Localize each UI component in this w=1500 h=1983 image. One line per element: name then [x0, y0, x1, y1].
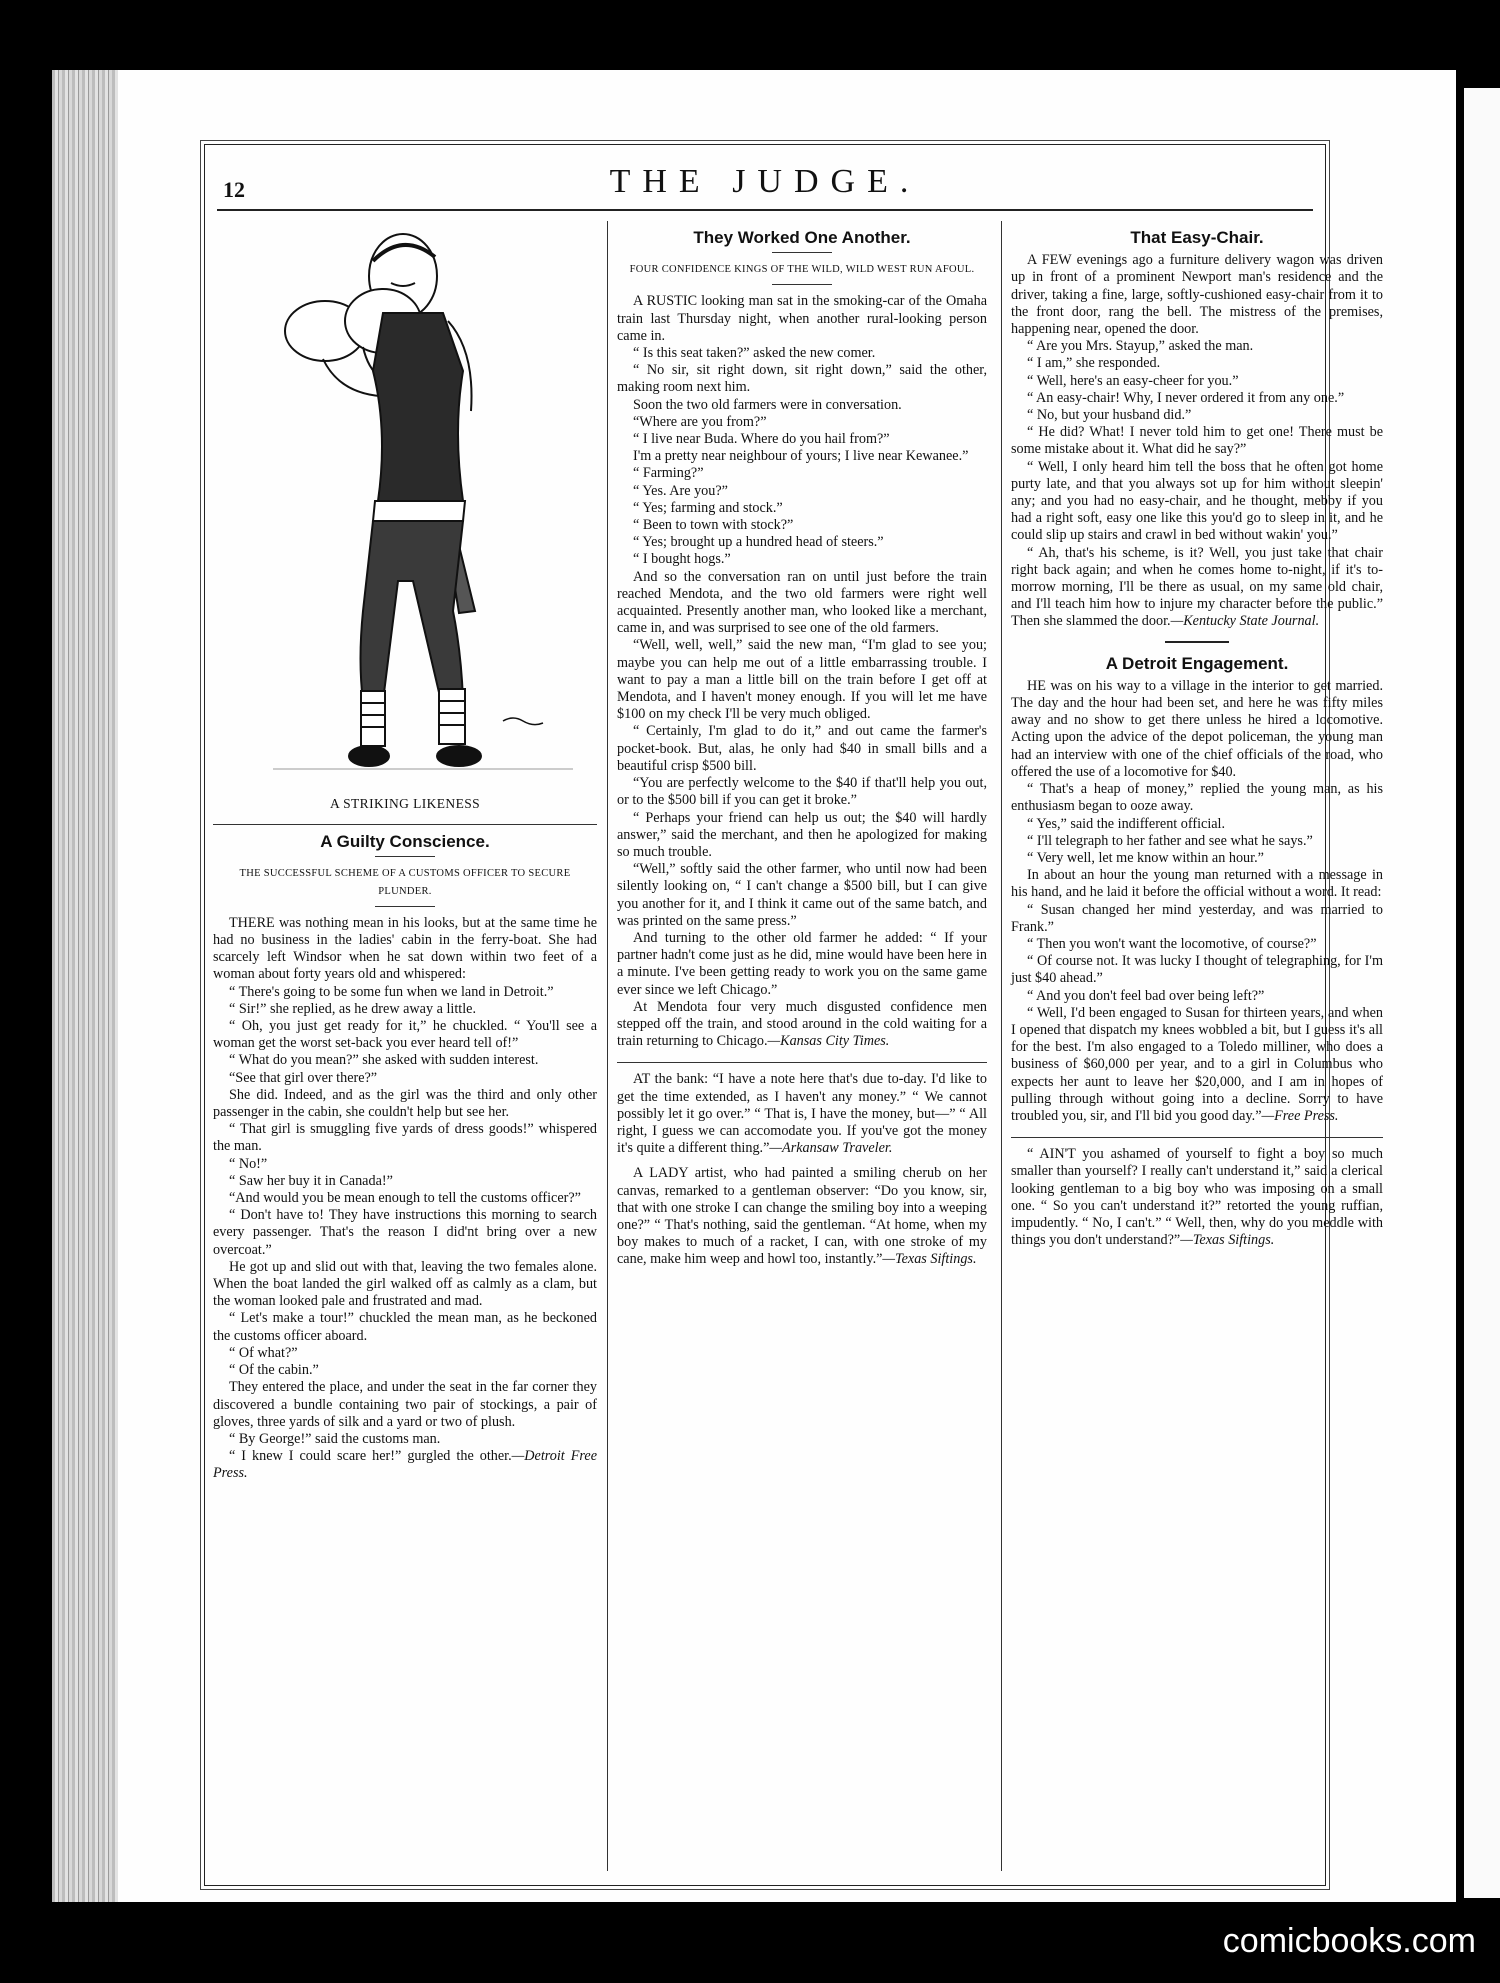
column-2	[617, 221, 987, 1269]
paragraph: “ Yes. Are you?”	[633, 482, 728, 499]
divider	[1165, 641, 1229, 643]
paragraph: “ Very well, let me know within an hour.”	[1027, 849, 1264, 866]
source-credit: —Arkansaw Traveler.	[769, 1140, 893, 1157]
paragraph: “You are perfectly welcome to the $40 if that'll help you out, or to the $500 bill if you can get it broke.”	[617, 775, 987, 809]
paragraph	[617, 999, 987, 1051]
source-credit: —Kansas City Times.	[767, 1033, 890, 1050]
column-rule	[1001, 221, 1002, 1871]
paragraph: “And would you be mean enough to tell the customs officer?”	[229, 1190, 581, 1207]
paragraph: “ Well, here's an easy-cheer for you.”	[1027, 372, 1239, 389]
boxer-illustration	[213, 221, 597, 791]
paragraph: Soon the two old farmers were in conversation.	[633, 396, 902, 413]
paragraph: She did. Indeed, and as the girl was the third and only other passenger in the cabin, she couldn't help but see her.	[213, 1086, 597, 1121]
site-watermark: comicbooks.com	[1222, 1922, 1476, 1960]
magazine-page	[118, 70, 1456, 1902]
paragraph: “ Yes; farming and stock.”	[633, 499, 783, 516]
article-body	[1011, 252, 1383, 630]
article-body	[213, 915, 597, 1483]
paragraph: “ I am,” she responded.	[1027, 355, 1161, 372]
source-credit: —Detroit Free Press.	[213, 1448, 597, 1482]
paragraph: “See that girl over there?”	[229, 1069, 378, 1086]
illustration-caption: A STRIKING LIKENESS	[329, 796, 481, 811]
paragraph	[617, 1165, 987, 1268]
boxer-drawing	[213, 221, 597, 791]
source-credit: —Texas Siftings.	[1180, 1232, 1275, 1249]
paragraph: And turning to the other old farmer he added: “ If your partner hadn't come just as he did, mine would have been here in a minute. I've been getting ready to work you on the same game ever since we left Chicago.”	[617, 929, 987, 998]
masthead-rule	[217, 209, 1313, 211]
paragraph: “ An easy-chair! Why, I never ordered it from any one.”	[1027, 389, 1345, 406]
paragraph: “ No, but your husband did.”	[1027, 407, 1192, 424]
paragraph: “ By George!” said the customs man.	[229, 1430, 441, 1447]
divider	[375, 906, 435, 907]
paragraph: “Well, well, well,” said the new man, “I'm glad to see you; maybe you can help me out of a little embarrassing trouble. I want to pay a man a little bill on the train before I get off at Mendota, and I haven't money enough. If you will let me have $100 on my check I'll be very much obliged.	[617, 637, 987, 723]
paragraph: They entered the place, and under the seat in the far corner they discovered a bundle containing two pair of stockings, a pair of gloves, three yards of silk and a yard or two of plush.	[213, 1379, 597, 1430]
paragraph: “ There's going to be some fun when we land in Detroit.”	[229, 983, 554, 1000]
paragraph: “ Susan changed her mind yesterday, and was married to Frank.”	[1011, 901, 1383, 935]
book-spine-edge	[52, 70, 120, 1902]
source-credit: —Free Press.	[1261, 1107, 1339, 1124]
adjacent-page-edge	[1464, 88, 1500, 1898]
paragraph-text: “ Ah, that's his scheme, is it? Well, you just take that chair right back again; and when he comes home to-night, if it's to-morrow morning, I'll be there as usual, on my same old chair, and I'll teach him how to injure my character before the public.” Then she slammed the door.	[1011, 544, 1383, 630]
paragraph: He got up and slid out with that, leaving the two females alone. When the boat landed the girl walked off as calmly as a clam, but the woman looked pale and frustrated and mad.	[213, 1258, 597, 1310]
paragraph: And so the conversation ran on until just before the train reached Mendota, and the two old farmers were right well acquainted. Presently another man, who looked like a merchant, came in, and was surprised to see one of the old farmers.	[617, 568, 987, 637]
paragraph: I'm a pretty near neighbour of yours; I live near Kewanee.”	[633, 448, 969, 465]
paragraph: “ I'll telegraph to her father and see what he says.”	[1027, 832, 1313, 849]
paragraph: “ Saw her buy it in Canada!”	[229, 1172, 393, 1189]
paragraph	[1011, 1146, 1383, 1249]
paragraph	[1011, 1005, 1383, 1125]
article-subtitle: FOUR CONFIDENCE KINGS OF THE WILD, WILD WEST RUN AFOUL.	[629, 264, 975, 276]
paragraph: “ Well, I only heard him tell the boss that he often got home purty late, and that you always sot up for him without sleepin' any; and you had no easy-chair, and he thought, mebby if you had a right soft, easy one like this you'd go to sleep in it, and he could slip up stairs and crawl in bed without wakin' you.”	[1011, 458, 1383, 544]
paragraph: “ Sir!” she replied, as he drew away a little.	[229, 1000, 476, 1017]
paragraph: “ No!”	[229, 1155, 268, 1172]
paragraph: A RUSTIC looking man sat in the smoking-car of the Omaha train last Thursday night, when another rural-looking person came in.	[617, 293, 987, 344]
paragraph-text: A LADY artist, who had painted a smiling cherub on her canvas, remarked to a gentleman observer: “Do you know, sir, that with one stroke I can change the smiling boy into a weeping one?” “ That's nothing, said the gentleman. “At home, when my boy makes to much of a racket, I can, with one stroke of my cane, make him weep and howl too, instantly.”	[617, 1165, 987, 1268]
paragraph: HE was on his way to a village in the interior to get married. The day and the hour had been set, and here he was fifty miles away and no show to get there unless he hired a locomotive. Acting upon the advice of the depot policeman, the young man had an interview with one of the chief officials of the road, who offered the use of a locomotive for $40.	[1011, 677, 1383, 780]
paragraph	[617, 1071, 987, 1157]
divider	[617, 1062, 987, 1063]
divider	[1011, 1137, 1383, 1138]
paragraph: “ Certainly, I'm glad to do it,” and out came the farmer's pocket-book. But, alas, he only had $40 in small bills and a beautiful crisp $500 bill.	[617, 723, 987, 774]
article-body	[617, 293, 987, 1050]
paragraph: “ Is this seat taken?” asked the new comer.	[633, 345, 876, 362]
paragraph: “ Of what?”	[229, 1344, 298, 1361]
divider	[375, 856, 435, 857]
page-number: 12	[223, 177, 245, 202]
paragraph: “ Then you won't want the locomotive, of course?”	[1027, 935, 1317, 952]
paragraph: “Where are you from?”	[633, 413, 767, 430]
paragraph: “ That girl is smuggling five yards of dress goods!” whispered the man.	[213, 1121, 597, 1155]
paragraph: “ Are you Mrs. Stayup,” asked the man.	[1027, 338, 1254, 355]
source-credit: —Kentucky State Journal.	[1170, 613, 1320, 630]
paragraph: “ Of the cabin.”	[229, 1362, 319, 1379]
column-3	[1011, 221, 1383, 1249]
divider	[772, 284, 832, 285]
paragraph-text: AT the bank: “I have a note here that's due to-day. I'd like to get the time extended, as I haven't any money.” “ We cannot possibly let it go over.” “ That is, I have the money, but—” “ All right, I guess we can accomodate you. If you've got the money it's quite a different thing.”	[617, 1071, 987, 1157]
paragraph: “ Don't have to! They have instructions this morning to search every passenger. That's the reason I did'nt bring over a new overcoat.”	[213, 1207, 597, 1258]
article-title: They Worked One Another.	[693, 228, 911, 247]
paragraph-text: “ Well, I'd been engaged to Susan for thirteen years, and when I opened that dispatch my knees wobbled a bit, but I guess it's all for the best. I'm also engaged to a Toledo milliner, who does a business of $60,000 per year, and to a girl in Columbus who expects her aunt to leave her $20,000, and I am in hopes of pulling through without going into a decline. Sorry to have troubled you, sir, and I'll bid you good day.”	[1011, 1004, 1383, 1124]
article-body	[1011, 678, 1383, 1125]
article-subtitle: THE SUCCESSFUL SCHEME OF A CUSTOMS OFFICER TO SECURE PLUNDER.	[239, 868, 571, 897]
paragraph: “ Oh, you just get ready for it,” he chuckled. “ You'll see a woman get the worst set-back you ever heard tell of!”	[213, 1018, 597, 1052]
paragraph	[213, 1448, 597, 1482]
article-title: That Easy-Chair.	[1130, 228, 1264, 247]
paragraph: “ And you don't feel bad over being left?”	[1027, 987, 1265, 1004]
paragraph-text: “ AIN'T you ashamed of yourself to fight a boy so much smaller than yourself? I really can't understand it,” said a clerical looking gentleman to a big boy who was imposing on a small one. “ So you can't understand it?” retorted the young ruffian, impudently. “ No, I can't.” “ Well, then, why do you meddle with things you don't understand?”	[1011, 1146, 1383, 1249]
paragraph: “Well,” softly said the other farmer, who until now had been silently looking on, “ I can't change a $500 bill, but I can give you another for it, and I think it came out of the same batch, and was printed on the same press.”	[617, 861, 987, 929]
paragraph: A FEW evenings ago a furniture delivery wagon was driven up in front of a prominent Newport man's residence and the driver, taking a fine, large, softly-cushioned easy-chair from it to the front door, rang the bell. The mistress of the premises, happening near, opened the door.	[1011, 252, 1383, 338]
article-title: A Guilty Conscience.	[320, 832, 490, 852]
paragraph: “ Yes,” said the indifferent official.	[1027, 815, 1226, 832]
paragraph: “ That's a heap of money,” replied the young man, as his enthusiasm began to ooze away.	[1011, 781, 1383, 815]
paragraph: “ Yes; brought up a hundred head of steers.”	[633, 534, 884, 551]
paragraph-text: “ I knew I could scare her!” gurgled the other.	[229, 1448, 512, 1465]
paragraph: “ He did? What! I never told him to get one! There must be some mistake about it. What did he say?”	[1011, 424, 1383, 458]
paragraph: “ Been to town with stock?”	[633, 517, 794, 534]
paragraph: In about an hour the young man returned with a message in his hand, and he laid it before the official without a word. It read:	[1011, 867, 1383, 901]
source-credit: —Texas Siftings.	[882, 1251, 977, 1268]
paragraph: “ What do you mean?” she asked with sudden interest.	[229, 1052, 539, 1069]
paragraph-text: At Mendota four very much disgusted confidence men stepped off the train, and stood around in the cold waiting for a train returning to Chicago.	[617, 998, 987, 1050]
paragraph: “ I bought hogs.”	[633, 551, 731, 568]
paragraph: “ Perhaps your friend can help us out; the $40 will hardly answer,” said the merchant, and then he apologized for making so much trouble.	[617, 809, 987, 860]
article-title: A Detroit Engagement.	[1105, 653, 1289, 673]
divider	[213, 824, 597, 825]
paragraph: “ Of course not. It was lucky I thought of telegraphing, for I'm just $40 ahead.”	[1011, 953, 1383, 987]
paragraph: “ Let's make a tour!” chuckled the mean man, as he beckoned the customs officer aboard.	[213, 1310, 597, 1344]
column-rule	[607, 221, 608, 1871]
paragraph: “ Farming?”	[633, 465, 704, 482]
paragraph: “ No sir, sit right down, sit right down,” said the other, making room next him.	[617, 362, 987, 396]
masthead-title: THE JUDGE.	[609, 163, 921, 200]
paragraph	[1011, 545, 1383, 631]
paragraph: “ I live near Buda. Where do you hail from?”	[633, 431, 890, 448]
column-1	[213, 221, 597, 1483]
paragraph: THERE was nothing mean in his looks, but at the same time he had no business in the ladies' cabin in the ferry-boat. She had scarcely left Windsor when he sat down within two feet of a woman about forty years old and whispered:	[213, 914, 597, 983]
page-frame	[204, 144, 1383, 1886]
divider	[772, 252, 832, 253]
